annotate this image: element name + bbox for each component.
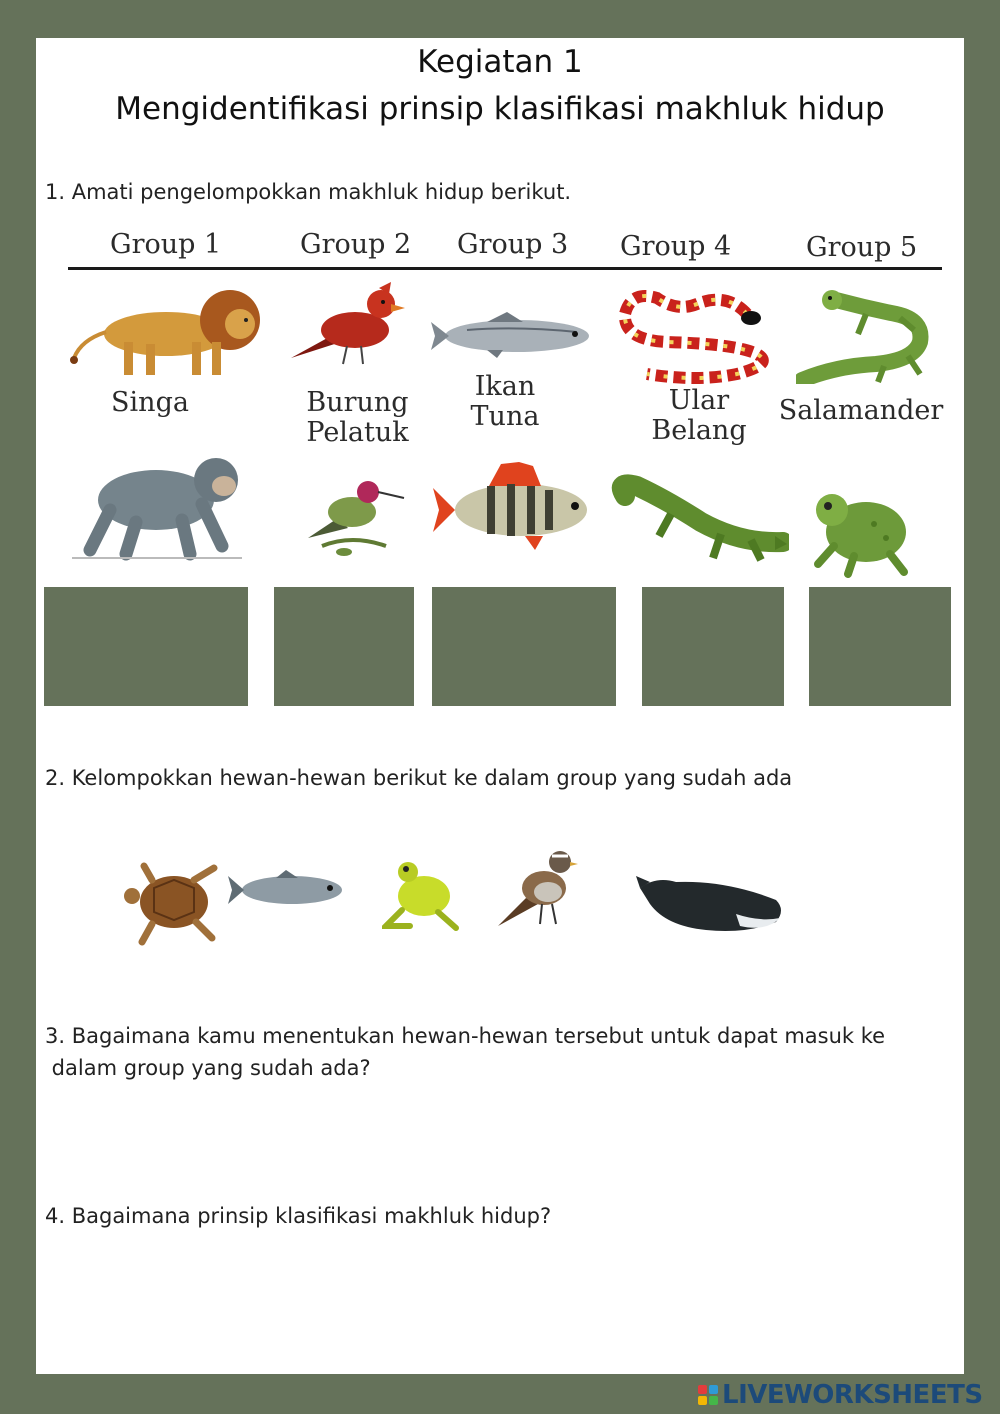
toad-icon xyxy=(804,484,916,578)
group-1-animal-name: Singa xyxy=(111,387,189,418)
question-3: 3. Bagaimana kamu menentukan hewan-hewan tersebut untuk dapat masuk ke dalam group yang sudah ada? xyxy=(45,1024,886,1080)
chimpanzee-icon xyxy=(66,450,246,562)
perch-fish-icon xyxy=(429,458,601,554)
coral-snake-icon xyxy=(617,290,779,384)
liveworksheets-logo-mark xyxy=(698,1385,718,1405)
page-subtitle: Mengidentifikasi prinsip klasifikasi makhluk hidup xyxy=(115,91,885,127)
group-5-drop-box[interactable] xyxy=(809,587,951,706)
salamander-icon xyxy=(796,290,930,384)
crocodile-icon xyxy=(611,474,789,568)
logo-square-e xyxy=(709,1396,718,1405)
page-title: Kegiatan 1 xyxy=(417,44,583,80)
liveworksheets-wordmark: LIVEWORKSHEETS xyxy=(722,1380,983,1410)
group-4-drop-box[interactable] xyxy=(642,587,784,706)
logo-square-l xyxy=(698,1385,707,1394)
group-2-animal-name: Burung Pelatuk xyxy=(306,387,409,448)
group-2-drop-box[interactable] xyxy=(274,587,414,706)
group-3-animal-name: Ikan Tuna xyxy=(470,371,540,432)
group-5-animal-name: Salamander xyxy=(778,395,944,426)
logo-square-i xyxy=(709,1385,718,1394)
group-3-drop-box[interactable] xyxy=(432,587,616,706)
group-3-header: Group 3 xyxy=(457,229,569,260)
group-1-header: Group 1 xyxy=(110,229,222,260)
logo-square-v xyxy=(698,1396,707,1405)
turtle-icon[interactable] xyxy=(122,858,220,946)
question-4: 4. Bagaimana prinsip klasifikasi makhluk hidup? xyxy=(45,1204,552,1228)
group-1-drop-box[interactable] xyxy=(44,587,248,706)
group-5-header: Group 5 xyxy=(806,232,918,263)
hummingbird-icon xyxy=(292,474,406,560)
whale-icon[interactable] xyxy=(636,874,788,936)
cardinal-bird-icon xyxy=(287,280,413,366)
question-1: 1. Amati pengelompokkan makhluk hidup berikut. xyxy=(45,180,572,204)
frog-icon[interactable] xyxy=(382,856,460,934)
header-divider xyxy=(68,267,942,270)
question-2: 2. Kelompokkan hewan-hewan berikut ke dalam group yang sudah ada xyxy=(45,766,793,790)
lion-icon xyxy=(66,284,270,380)
cod-fish-icon[interactable] xyxy=(226,868,350,910)
group-4-header: Group 4 xyxy=(620,231,732,262)
tuna-fish-icon xyxy=(427,310,603,360)
group-4-animal-name: Ular Belang xyxy=(651,385,747,446)
liveworksheets-logo[interactable] xyxy=(698,1380,983,1410)
group-2-header: Group 2 xyxy=(300,229,412,260)
sparrow-icon[interactable] xyxy=(494,842,580,930)
